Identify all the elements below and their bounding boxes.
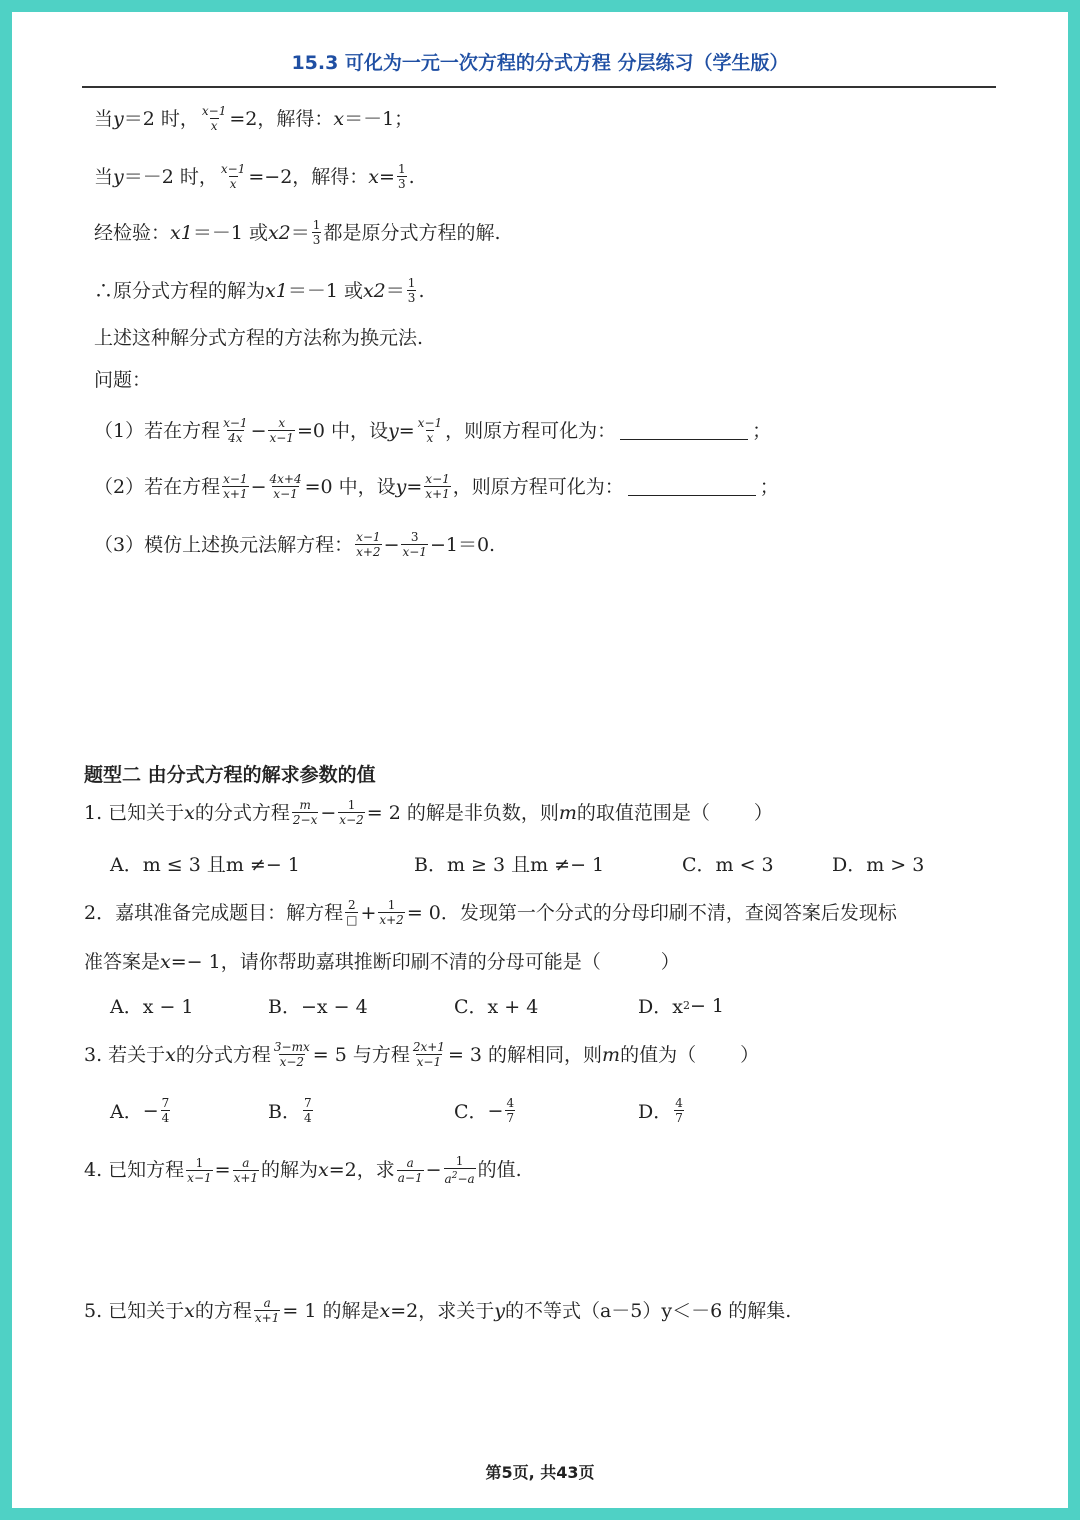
- example-line-4: [94, 276, 424, 305]
- superscript: 2: [451, 1171, 458, 1181]
- problem-2-line-2: [84, 948, 680, 976]
- document-page: [12, 12, 1068, 1508]
- text: 准答案是: [84, 951, 161, 973]
- fraction: [201, 104, 227, 133]
- var: x1: [265, 279, 288, 302]
- denominator: x+2: [379, 913, 404, 927]
- text: ；: [752, 419, 772, 442]
- p3-option-a[interactable]: [110, 1096, 172, 1125]
- numerator: 7: [303, 1096, 312, 1110]
- denominator: x−2: [279, 1055, 305, 1069]
- section-title: 题型二 由分式方程的解求参数的值: [84, 764, 376, 786]
- answer-blank-2[interactable]: [628, 477, 756, 496]
- text: = 3 的解相同，则: [447, 1043, 603, 1066]
- var: x: [165, 1043, 176, 1066]
- text: =0 中，设: [304, 475, 396, 498]
- text: （2）若在方程: [94, 475, 221, 498]
- problem-1: [84, 798, 773, 827]
- p2-option-b[interactable]: B．−x − 4: [268, 996, 368, 1018]
- label: D．: [638, 1101, 673, 1123]
- example-line-5: 上述这种解分式方程的方法称为换元法.: [94, 327, 424, 349]
- text: = 5 与方程: [312, 1043, 410, 1066]
- text: ，则原方程可化为：: [445, 419, 617, 442]
- fraction: [397, 1156, 424, 1185]
- text: ＝: [290, 221, 310, 244]
- numerator: 3−mx: [273, 1040, 310, 1054]
- var: m: [602, 1043, 621, 1066]
- numerator: x−1: [417, 416, 443, 430]
- var: y: [113, 165, 124, 188]
- fraction: [222, 416, 248, 445]
- denominator: □: [346, 913, 358, 927]
- denominator: x−1: [273, 487, 298, 501]
- text: −1＝0.: [429, 533, 496, 556]
- text: 的分式方程: [194, 801, 290, 824]
- var: x2: [267, 221, 291, 244]
- text: a: [444, 1172, 452, 1186]
- text: =2，求: [328, 1159, 395, 1181]
- text: =: [406, 475, 423, 498]
- fraction: [268, 472, 302, 501]
- problem-4: [84, 1154, 522, 1186]
- fraction: [397, 162, 407, 191]
- text: =2，求关于: [390, 1299, 495, 1322]
- text: 的不等式（a－5）y＜－6 的解集.: [504, 1299, 792, 1322]
- denominator: 2−x: [292, 813, 318, 827]
- numerator: 4x+4: [269, 472, 302, 486]
- problem-2-line-1: [84, 898, 897, 927]
- fraction: [292, 798, 318, 827]
- var: y: [395, 475, 407, 498]
- var: x: [333, 107, 345, 130]
- superscript: 2: [682, 999, 690, 1012]
- var: y: [494, 1299, 505, 1322]
- numerator: 4: [675, 1096, 683, 1110]
- fraction: [186, 1156, 212, 1185]
- text: .: [408, 165, 415, 188]
- denominator: x+1: [223, 487, 248, 501]
- fraction: [355, 530, 381, 559]
- fraction: [161, 1096, 171, 1125]
- denominator: [444, 1168, 476, 1186]
- text: 的值.: [477, 1159, 522, 1181]
- text: 4. 已知方程: [84, 1159, 185, 1181]
- sign: −: [142, 1099, 159, 1122]
- problem-3: [84, 1040, 759, 1069]
- text: 的分式方程: [175, 1043, 271, 1066]
- text: −a: [457, 1172, 475, 1186]
- numerator: a: [242, 1155, 250, 1170]
- numerator: 1: [455, 1154, 464, 1168]
- numerator: 1: [312, 218, 321, 232]
- numerator: x−1: [223, 472, 248, 486]
- p1-option-d[interactable]: D．m > 3: [832, 854, 925, 876]
- text: −: [425, 1159, 442, 1181]
- var: x2: [362, 279, 386, 302]
- fraction: [417, 416, 443, 445]
- text: −: [320, 801, 337, 824]
- numerator: m: [299, 798, 311, 812]
- text: 经检验：: [94, 221, 171, 244]
- p3-option-b[interactable]: [268, 1096, 315, 1125]
- p1-option-a[interactable]: A．m ≤ 3 且m ≠− 1: [110, 854, 300, 876]
- numerator: a: [406, 1155, 414, 1170]
- var: x1: [170, 221, 193, 244]
- fraction: [222, 472, 248, 501]
- numerator: x: [278, 416, 286, 430]
- var: y: [113, 107, 124, 130]
- fraction: [505, 1096, 515, 1125]
- question-2: [94, 472, 779, 501]
- numerator: 1: [195, 1155, 204, 1170]
- page-footer: 第5页, 共43页: [485, 1463, 595, 1482]
- text: 都是原分式方程的解.: [323, 221, 501, 244]
- fraction: [401, 530, 427, 559]
- var: x: [160, 951, 171, 973]
- text: ＝－1 或: [287, 279, 363, 302]
- p3-option-c[interactable]: [454, 1096, 517, 1125]
- question-1: [94, 416, 771, 445]
- text: ＝: [385, 279, 405, 302]
- text: 的取值范围是（: [576, 801, 710, 824]
- p1-option-b[interactable]: B．m ≥ 3 且m ≠− 1: [414, 854, 605, 876]
- numerator: x−1: [220, 162, 246, 176]
- denominator: 4: [303, 1111, 312, 1125]
- p1-option-c[interactable]: C．m < 3: [682, 854, 774, 876]
- denominator: x−1: [187, 1170, 212, 1185]
- text: =: [379, 165, 395, 188]
- text: ＝－1；: [344, 107, 414, 130]
- denominator: 7: [675, 1111, 683, 1125]
- text: 2．嘉琪准备完成题目：解方程: [84, 901, 344, 924]
- text: +: [360, 901, 377, 924]
- fraction: [345, 898, 358, 927]
- answer-blank-1[interactable]: [620, 421, 748, 440]
- denominator: x−1: [416, 1055, 442, 1069]
- denominator: x−2: [339, 813, 364, 827]
- header-divider: [82, 86, 996, 88]
- label: A．: [110, 1101, 143, 1123]
- fraction: [444, 1154, 476, 1186]
- text: 当: [94, 107, 114, 130]
- denominator: x: [210, 119, 218, 133]
- numerator: x−1: [223, 416, 248, 430]
- text: 的方程: [194, 1299, 252, 1322]
- fraction: [674, 1096, 684, 1125]
- text: （3）模仿上述换元法解方程：: [94, 533, 354, 556]
- text: ＝2 时，: [123, 107, 199, 130]
- text: 的值为（: [620, 1043, 697, 1066]
- denominator: a−1: [397, 1170, 423, 1185]
- p2-option-d[interactable]: [638, 992, 724, 1019]
- text: （1）若在方程: [94, 419, 221, 442]
- text: −: [250, 419, 267, 442]
- denominator: 4: [161, 1111, 170, 1125]
- numerator: x−1: [201, 104, 227, 118]
- numerator: 4: [506, 1096, 515, 1110]
- fraction: [424, 472, 450, 501]
- text: − 1: [689, 994, 725, 1017]
- numerator: 2x+1: [412, 1040, 445, 1054]
- example-line-2: [94, 162, 415, 191]
- page-header-title: 15.3 可化为一元一次方程的分式方程 分层练习（学生版）: [291, 52, 789, 74]
- numerator: 3: [410, 530, 419, 544]
- fraction: [407, 276, 417, 305]
- text: 的解为: [261, 1159, 319, 1181]
- fraction: [268, 416, 294, 445]
- text: =− 1，请你帮助嘉琪推断印刷不清的分母可能是（: [170, 951, 601, 973]
- fraction: [378, 898, 404, 927]
- numerator: x−1: [425, 472, 450, 486]
- text: = 0．发现第一个分式的分母印刷不清，查阅答案后发现标: [406, 901, 897, 924]
- text: ，则原方程可化为：: [452, 475, 624, 498]
- text: D．x: [638, 996, 683, 1018]
- denominator: x+2: [356, 545, 381, 559]
- sign: −: [487, 1099, 504, 1122]
- denominator: x−1: [402, 545, 427, 559]
- text: 1. 已知关于: [84, 801, 185, 824]
- text: =−2，解得：: [248, 165, 369, 188]
- fraction: [412, 1040, 446, 1069]
- text: −: [383, 533, 400, 556]
- denominator: x+1: [254, 1311, 280, 1325]
- denominator: 3: [397, 177, 406, 191]
- numerator: 1: [407, 276, 416, 290]
- text: 3. 若关于: [84, 1043, 166, 1066]
- example-line-1: [94, 104, 413, 133]
- p3-option-d[interactable]: [638, 1096, 686, 1125]
- numerator: a: [263, 1296, 271, 1310]
- var: x: [318, 1159, 329, 1181]
- p2-option-a[interactable]: A．x − 1: [110, 996, 194, 1018]
- var: y: [388, 419, 399, 442]
- label: C．: [454, 1101, 488, 1123]
- fraction: [338, 798, 364, 827]
- denominator: x−1: [269, 431, 294, 445]
- var: x: [184, 1299, 195, 1322]
- denominator: 3: [407, 291, 416, 305]
- text: ＝－1 或: [192, 221, 268, 244]
- text: = 2 的解是非负数，则: [366, 801, 559, 824]
- denominator: 4x: [228, 431, 243, 445]
- example-line-3: [94, 218, 500, 247]
- text: ）: [740, 1043, 760, 1066]
- label: B．: [268, 1101, 301, 1123]
- var: x: [379, 1299, 391, 1322]
- var: x: [368, 165, 380, 188]
- denominator: x: [426, 431, 434, 445]
- text: ）: [660, 951, 680, 973]
- numerator: 7: [161, 1096, 170, 1110]
- text: = 1 的解是: [282, 1299, 380, 1322]
- fraction: [312, 218, 322, 247]
- p2-option-c[interactable]: C．x + 4: [454, 996, 539, 1018]
- denominator: x: [229, 177, 237, 191]
- text: ＝－2 时，: [123, 165, 218, 188]
- numerator: 2: [347, 898, 356, 912]
- text: =2，解得：: [229, 107, 334, 130]
- fraction: [273, 1040, 311, 1069]
- var: x: [184, 801, 195, 824]
- text: ）: [753, 801, 773, 824]
- denominator: x+1: [233, 1170, 259, 1185]
- denominator: 7: [506, 1111, 515, 1125]
- text: =: [398, 419, 415, 442]
- numerator: 1: [387, 898, 396, 912]
- text: ∴原分式方程的解为: [94, 279, 266, 302]
- denominator: 3: [312, 233, 321, 247]
- text: 5. 已知关于: [84, 1299, 185, 1322]
- var: m: [558, 801, 577, 824]
- numerator: 1: [347, 798, 356, 812]
- denominator: x+1: [425, 487, 450, 501]
- text: .: [418, 279, 425, 302]
- fraction: [220, 162, 246, 191]
- fraction: [233, 1156, 259, 1185]
- fraction: [254, 1296, 280, 1325]
- numerator: x−1: [356, 530, 381, 544]
- text: =0 中，设: [296, 419, 389, 442]
- example-line-6: 问题：: [94, 369, 152, 391]
- numerator: 1: [397, 162, 406, 176]
- text: −: [250, 475, 267, 498]
- text: ；: [759, 475, 779, 498]
- text: =: [214, 1159, 231, 1181]
- problem-5: [84, 1296, 791, 1325]
- fraction: [303, 1096, 313, 1125]
- text: 当: [94, 165, 114, 188]
- question-3: [94, 530, 495, 559]
